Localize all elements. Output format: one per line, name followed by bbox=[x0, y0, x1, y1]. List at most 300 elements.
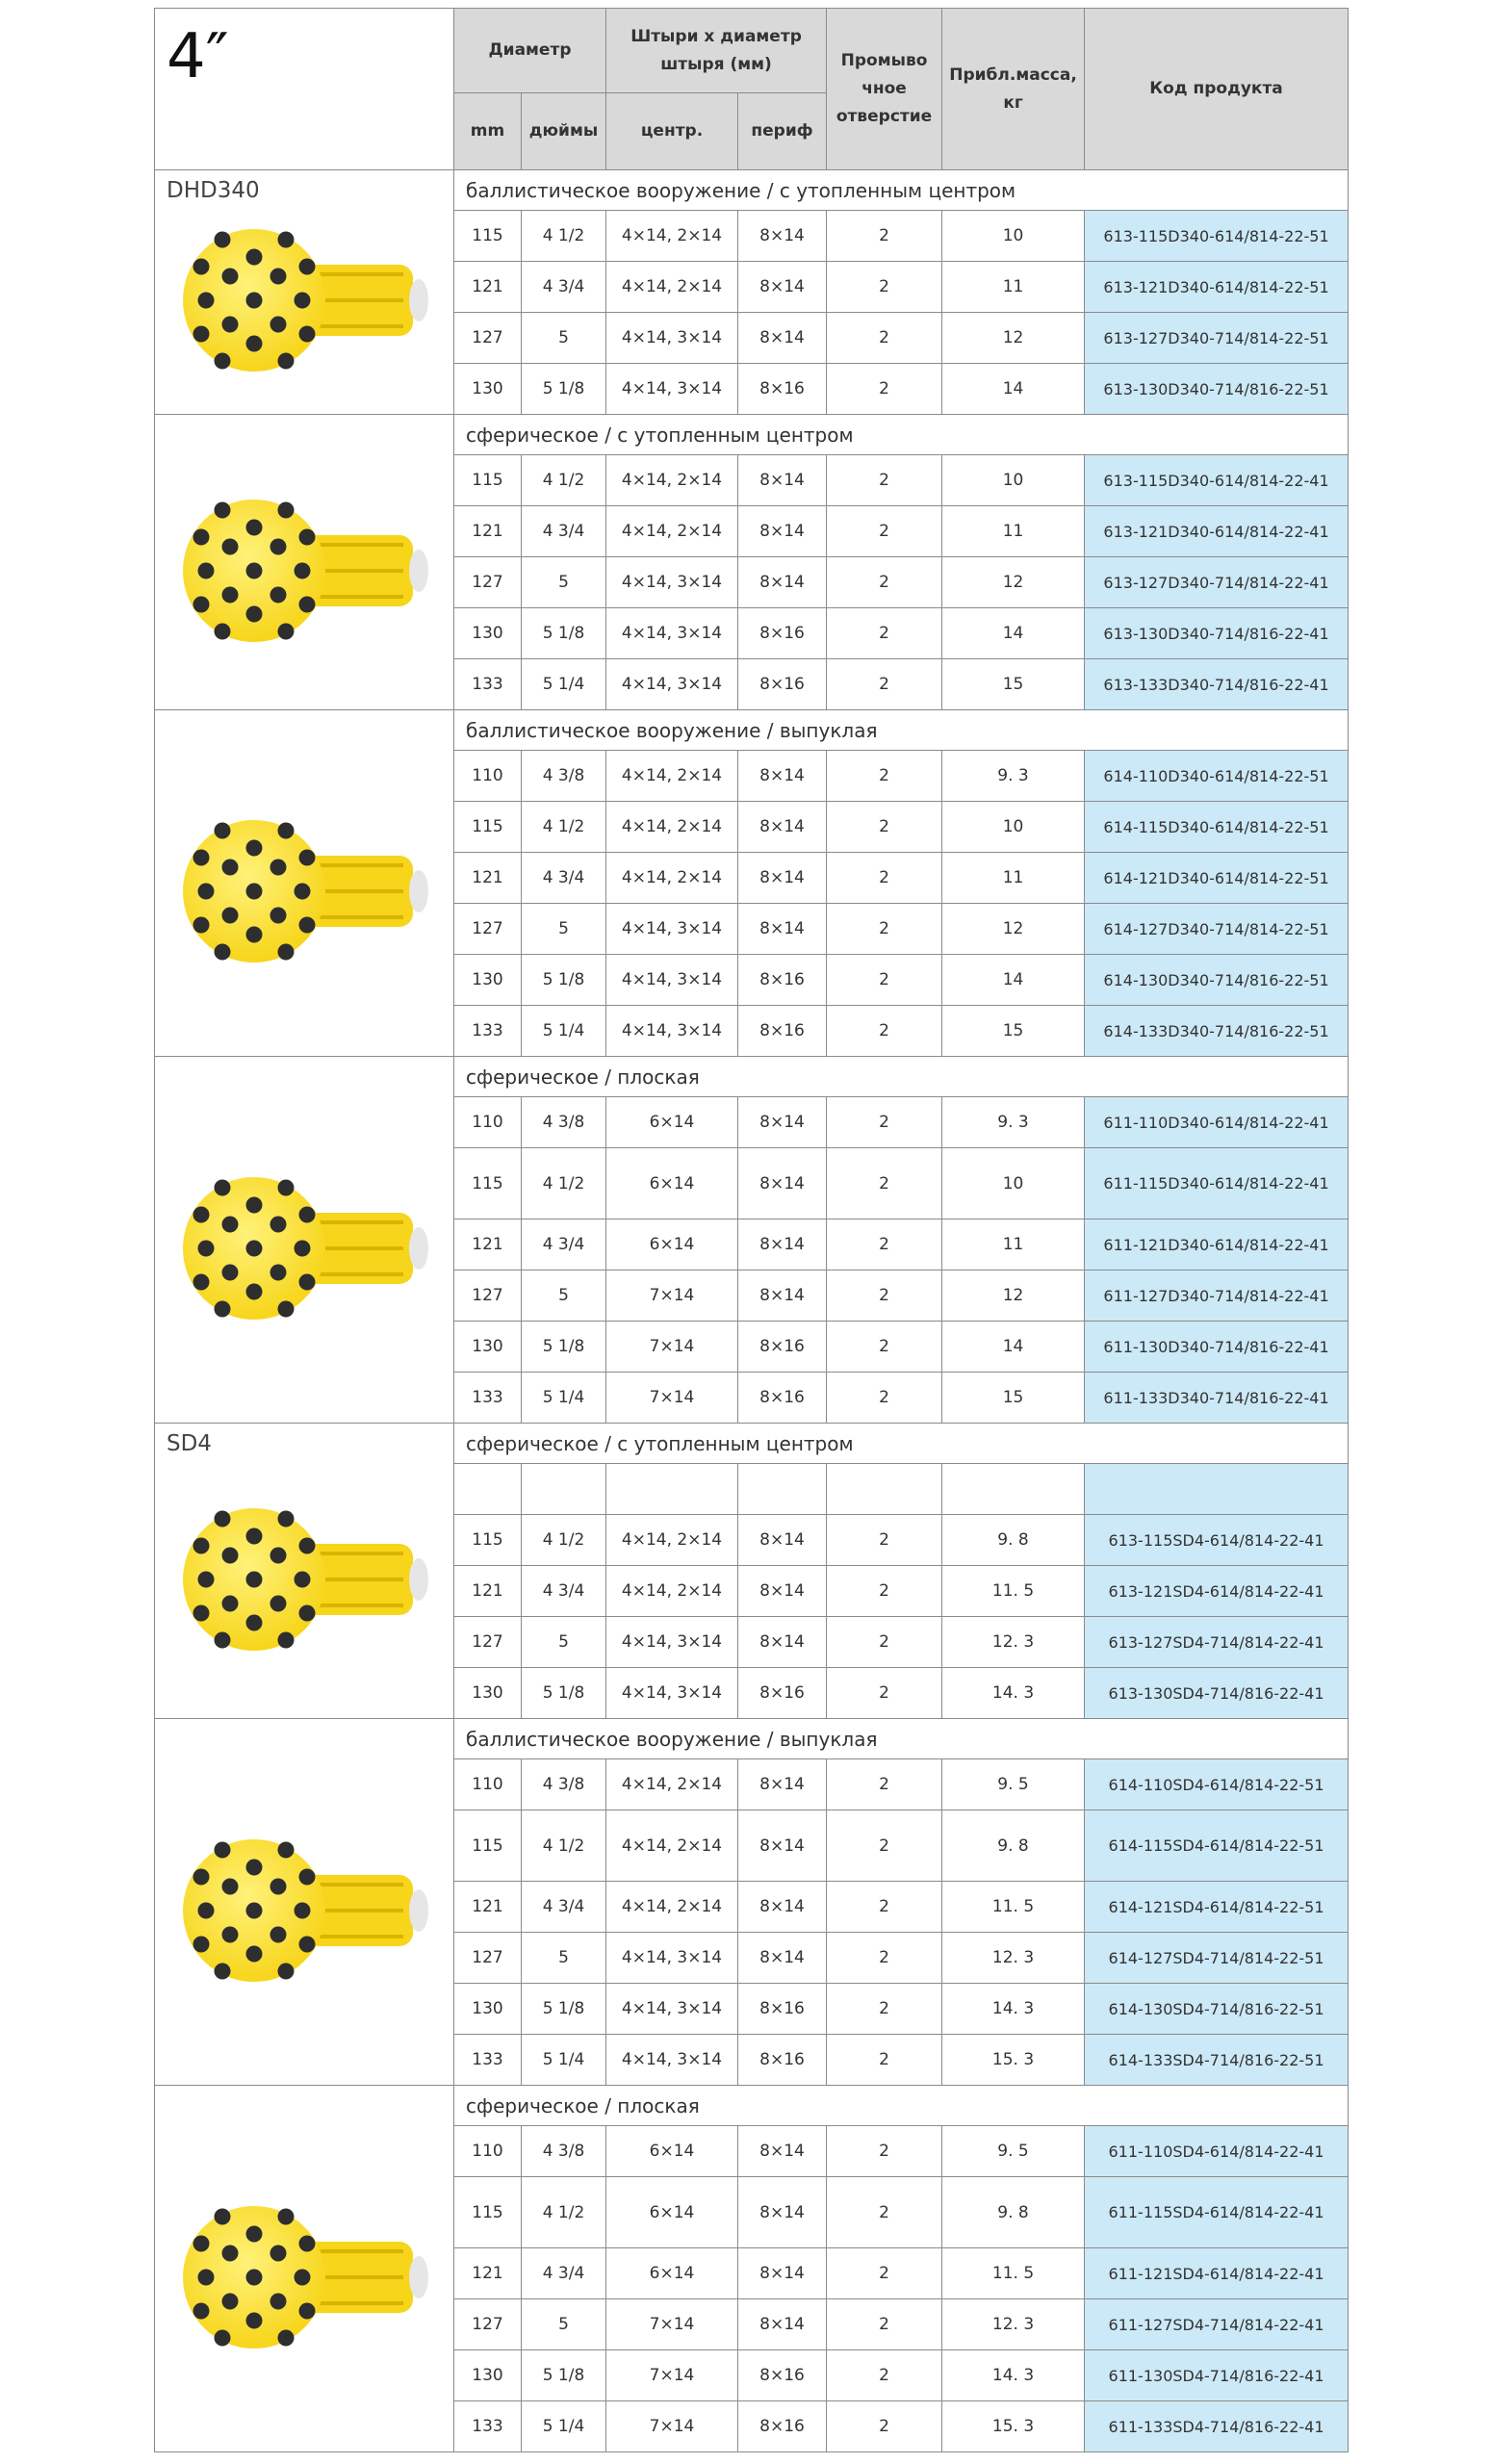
cell-mm: 133 bbox=[454, 2035, 522, 2086]
cell-flush: 2 bbox=[827, 608, 942, 659]
product-code: 614-110D340-614/814-22-51 bbox=[1085, 751, 1349, 802]
product-code: 613-121D340-614/814-22-41 bbox=[1085, 506, 1349, 557]
cell-center: 7×14 bbox=[606, 2401, 738, 2452]
cell-inch: 4 3/8 bbox=[522, 1759, 606, 1810]
cell-perimeter: 8×14 bbox=[738, 1148, 827, 1219]
cell-mass: 15 bbox=[942, 659, 1085, 710]
cell-mm: 130 bbox=[454, 608, 522, 659]
product-code: 611-133D340-714/816-22-41 bbox=[1085, 1373, 1349, 1424]
cell-perimeter: 8×16 bbox=[738, 2350, 827, 2401]
cell-perimeter: 8×16 bbox=[738, 2401, 827, 2452]
cell-mm: 127 bbox=[454, 2299, 522, 2350]
cell-inch: 5 1/8 bbox=[522, 955, 606, 1006]
model-cell bbox=[155, 1719, 454, 2086]
product-code: 613-133D340-714/816-22-41 bbox=[1085, 659, 1349, 710]
cell-center: 7×14 bbox=[606, 1322, 738, 1373]
cell-center: 4×14, 3×14 bbox=[606, 1668, 738, 1719]
cell-inch: 4 1/2 bbox=[522, 1810, 606, 1882]
model-cell bbox=[155, 170, 454, 415]
button-bit-icon bbox=[163, 489, 442, 653]
cell-mm: 133 bbox=[454, 1006, 522, 1057]
cell-mass: 15. 3 bbox=[942, 2035, 1085, 2086]
cell-mass: 11 bbox=[942, 506, 1085, 557]
cell-flush: 2 bbox=[827, 904, 942, 955]
cell-perimeter: 8×16 bbox=[738, 1373, 827, 1424]
cell-mm: 110 bbox=[454, 1097, 522, 1148]
group-subtitle: сферическое / плоская bbox=[454, 1057, 1349, 1097]
cell-flush: 2 bbox=[827, 1270, 942, 1322]
header-mass: Прибл.масса, кг bbox=[942, 9, 1085, 170]
cell-mm: 110 bbox=[454, 1759, 522, 1810]
group-subtitle-row bbox=[155, 170, 1349, 211]
cell-mass: 9. 5 bbox=[942, 2126, 1085, 2177]
cell-inch: 4 3/8 bbox=[522, 1097, 606, 1148]
cell-mm: 127 bbox=[454, 1617, 522, 1668]
cell-center: 7×14 bbox=[606, 2299, 738, 2350]
product-code: 614-121SD4-614/814-22-51 bbox=[1085, 1882, 1349, 1933]
cell-perimeter: 8×14 bbox=[738, 1097, 827, 1148]
product-code: 613-115SD4-614/814-22-41 bbox=[1085, 1515, 1349, 1566]
cell-mm: 127 bbox=[454, 1270, 522, 1322]
cell-mm: 115 bbox=[454, 1148, 522, 1219]
product-code: 611-133SD4-714/816-22-41 bbox=[1085, 2401, 1349, 2452]
product-code: 611-110D340-614/814-22-41 bbox=[1085, 1097, 1349, 1148]
cell-flush: 2 bbox=[827, 2401, 942, 2452]
cell-perimeter: 8×16 bbox=[738, 1322, 827, 1373]
cell-mass: 10 bbox=[942, 1148, 1085, 1219]
product-code: 614-127SD4-714/814-22-51 bbox=[1085, 1933, 1349, 1984]
group-subtitle-row bbox=[155, 1057, 1349, 1097]
cell-mm: 121 bbox=[454, 506, 522, 557]
cell-mm: 133 bbox=[454, 2401, 522, 2452]
cell-mass: 14 bbox=[942, 1322, 1085, 1373]
cell-mm: 115 bbox=[454, 1810, 522, 1882]
cell-mm: 121 bbox=[454, 2248, 522, 2299]
cell-mm: 121 bbox=[454, 853, 522, 904]
cell-mass: 9. 3 bbox=[942, 751, 1085, 802]
cell-center: 4×14, 2×14 bbox=[606, 211, 738, 262]
cell-mm: 115 bbox=[454, 455, 522, 506]
cell-center: 4×14, 2×14 bbox=[606, 1759, 738, 1810]
cell-perimeter: 8×14 bbox=[738, 262, 827, 313]
header-buttons: Штыри х диаметр штыря (мм) bbox=[606, 9, 827, 93]
cell-mm: 115 bbox=[454, 802, 522, 853]
cell-mass: 11. 5 bbox=[942, 1882, 1085, 1933]
product-code: 613-115D340-614/814-22-51 bbox=[1085, 211, 1349, 262]
cell-center: 4×14, 3×14 bbox=[606, 1984, 738, 2035]
cell-center: 4×14, 2×14 bbox=[606, 1882, 738, 1933]
cell-center: 4×14, 3×14 bbox=[606, 659, 738, 710]
cell-flush: 2 bbox=[827, 506, 942, 557]
cell-center: 6×14 bbox=[606, 1219, 738, 1270]
cell-mass: 12 bbox=[942, 557, 1085, 608]
cell-flush: 2 bbox=[827, 2126, 942, 2177]
cell-flush: 2 bbox=[827, 1933, 942, 1984]
cell-inch: 4 3/4 bbox=[522, 1882, 606, 1933]
cell-perimeter: 8×14 bbox=[738, 904, 827, 955]
group-subtitle: баллистическое вооружение / выпуклая bbox=[454, 1719, 1349, 1759]
cell-perimeter: 8×14 bbox=[738, 2177, 827, 2248]
cell-mass: 10 bbox=[942, 802, 1085, 853]
table-body bbox=[155, 170, 1349, 2452]
cell-perimeter: 8×14 bbox=[738, 455, 827, 506]
product-code: 614-133D340-714/816-22-51 bbox=[1085, 1006, 1349, 1057]
cell-perimeter bbox=[738, 1464, 827, 1515]
cell-perimeter: 8×14 bbox=[738, 802, 827, 853]
cell-inch bbox=[522, 1464, 606, 1515]
cell-inch: 4 3/4 bbox=[522, 853, 606, 904]
cell-center bbox=[606, 1464, 738, 1515]
cell-mass: 15 bbox=[942, 1006, 1085, 1057]
cell-flush: 2 bbox=[827, 853, 942, 904]
product-code: 614-127D340-714/814-22-51 bbox=[1085, 904, 1349, 955]
product-code: 614-115SD4-614/814-22-51 bbox=[1085, 1810, 1349, 1882]
cell-mm: 121 bbox=[454, 1882, 522, 1933]
cell-center: 4×14, 3×14 bbox=[606, 313, 738, 364]
product-code: 613-130SD4-714/816-22-41 bbox=[1085, 1668, 1349, 1719]
group-subtitle-row bbox=[155, 415, 1349, 455]
cell-mm: 130 bbox=[454, 1668, 522, 1719]
cell-perimeter: 8×16 bbox=[738, 364, 827, 415]
cell-mass: 11 bbox=[942, 853, 1085, 904]
cell-inch: 4 1/2 bbox=[522, 802, 606, 853]
button-bit-icon bbox=[163, 2195, 442, 2359]
cell-mass: 11. 5 bbox=[942, 1566, 1085, 1617]
cell-mass: 12. 3 bbox=[942, 1933, 1085, 1984]
cell-center: 4×14, 3×14 bbox=[606, 1933, 738, 1984]
cell-mm: 115 bbox=[454, 2177, 522, 2248]
cell-flush: 2 bbox=[827, 659, 942, 710]
cell-mass: 12 bbox=[942, 313, 1085, 364]
model-name: DHD340 bbox=[167, 178, 260, 203]
cell-mm: 110 bbox=[454, 751, 522, 802]
header-mm: mm bbox=[454, 93, 522, 170]
cell-flush: 2 bbox=[827, 1097, 942, 1148]
product-code: 613-127D340-714/814-22-51 bbox=[1085, 313, 1349, 364]
cell-inch: 5 bbox=[522, 1617, 606, 1668]
cell-perimeter: 8×14 bbox=[738, 1617, 827, 1668]
cell-inch: 4 3/4 bbox=[522, 1566, 606, 1617]
cell-mm: 127 bbox=[454, 1933, 522, 1984]
size-label: 4″ bbox=[155, 9, 454, 170]
model-name: SD4 bbox=[167, 1431, 212, 1456]
cell-center: 7×14 bbox=[606, 1270, 738, 1322]
cell-perimeter: 8×14 bbox=[738, 313, 827, 364]
group-subtitle: сферическое / плоская bbox=[454, 2086, 1349, 2126]
cell-mass: 14. 3 bbox=[942, 1984, 1085, 2035]
cell-inch: 5 1/4 bbox=[522, 1373, 606, 1424]
cell-flush: 2 bbox=[827, 1322, 942, 1373]
cell-center: 4×14, 2×14 bbox=[606, 455, 738, 506]
cell-perimeter: 8×14 bbox=[738, 1270, 827, 1322]
cell-flush: 2 bbox=[827, 1373, 942, 1424]
cell-mass: 14 bbox=[942, 955, 1085, 1006]
cell-flush: 2 bbox=[827, 1759, 942, 1810]
cell-perimeter: 8×14 bbox=[738, 1515, 827, 1566]
cell-inch: 5 1/8 bbox=[522, 364, 606, 415]
cell-center: 4×14, 2×14 bbox=[606, 506, 738, 557]
cell-center: 4×14, 3×14 bbox=[606, 1006, 738, 1057]
cell-mass: 12 bbox=[942, 904, 1085, 955]
cell-center: 4×14, 2×14 bbox=[606, 853, 738, 904]
cell-center: 6×14 bbox=[606, 1097, 738, 1148]
cell-mm: 130 bbox=[454, 1322, 522, 1373]
cell-mass: 9. 5 bbox=[942, 1759, 1085, 1810]
cell-perimeter: 8×14 bbox=[738, 2299, 827, 2350]
cell-perimeter: 8×16 bbox=[738, 1006, 827, 1057]
cell-mm: 130 bbox=[454, 955, 522, 1006]
cell-mm: 133 bbox=[454, 1373, 522, 1424]
cell-perimeter: 8×14 bbox=[738, 1759, 827, 1810]
cell-perimeter: 8×16 bbox=[738, 608, 827, 659]
header-inch: дюймы bbox=[522, 93, 606, 170]
cell-flush: 2 bbox=[827, 1006, 942, 1057]
cell-flush: 2 bbox=[827, 1219, 942, 1270]
group-subtitle: баллистическое вооружение / выпуклая bbox=[454, 710, 1349, 751]
cell-mass: 10 bbox=[942, 455, 1085, 506]
cell-inch: 4 3/8 bbox=[522, 2126, 606, 2177]
cell-perimeter: 8×14 bbox=[738, 1933, 827, 1984]
cell-flush: 2 bbox=[827, 211, 942, 262]
cell-perimeter: 8×14 bbox=[738, 557, 827, 608]
cell-flush: 2 bbox=[827, 2299, 942, 2350]
cell-center: 4×14, 3×14 bbox=[606, 904, 738, 955]
cell-center: 4×14, 3×14 bbox=[606, 2035, 738, 2086]
cell-inch: 5 bbox=[522, 904, 606, 955]
cell-mass: 15. 3 bbox=[942, 2401, 1085, 2452]
cell-mm: 115 bbox=[454, 211, 522, 262]
product-code: 613-130D340-714/816-22-51 bbox=[1085, 364, 1349, 415]
product-code: 611-115D340-614/814-22-41 bbox=[1085, 1148, 1349, 1219]
cell-flush bbox=[827, 1464, 942, 1515]
cell-flush: 2 bbox=[827, 313, 942, 364]
product-code: 614-121D340-614/814-22-51 bbox=[1085, 853, 1349, 904]
cell-mm: 130 bbox=[454, 364, 522, 415]
cell-flush: 2 bbox=[827, 1882, 942, 1933]
cell-flush: 2 bbox=[827, 2350, 942, 2401]
cell-center: 7×14 bbox=[606, 2350, 738, 2401]
cell-mm: 110 bbox=[454, 2126, 522, 2177]
cell-mass: 14 bbox=[942, 364, 1085, 415]
cell-flush: 2 bbox=[827, 1810, 942, 1882]
cell-center: 4×14, 2×14 bbox=[606, 1515, 738, 1566]
cell-mass: 9. 8 bbox=[942, 1810, 1085, 1882]
cell-center: 6×14 bbox=[606, 2248, 738, 2299]
cell-mass: 11. 5 bbox=[942, 2248, 1085, 2299]
cell-flush: 2 bbox=[827, 455, 942, 506]
cell-mass: 15 bbox=[942, 1373, 1085, 1424]
cell-inch: 5 1/8 bbox=[522, 2350, 606, 2401]
cell-flush: 2 bbox=[827, 955, 942, 1006]
cell-center: 6×14 bbox=[606, 2126, 738, 2177]
cell-mass: 12. 3 bbox=[942, 1617, 1085, 1668]
cell-mass: 12 bbox=[942, 1270, 1085, 1322]
cell-mass: 9. 8 bbox=[942, 2177, 1085, 2248]
cell-inch: 4 3/4 bbox=[522, 262, 606, 313]
group-subtitle: сферическое / с утопленным центром bbox=[454, 1424, 1349, 1464]
cell-perimeter: 8×14 bbox=[738, 1566, 827, 1617]
cell-flush: 2 bbox=[827, 364, 942, 415]
model-cell bbox=[155, 1424, 454, 1719]
cell-mm: 130 bbox=[454, 1984, 522, 2035]
cell-inch: 5 1/4 bbox=[522, 1006, 606, 1057]
cell-mass: 12. 3 bbox=[942, 2299, 1085, 2350]
cell-perimeter: 8×14 bbox=[738, 211, 827, 262]
cell-perimeter: 8×16 bbox=[738, 2035, 827, 2086]
cell-inch: 5 1/8 bbox=[522, 1668, 606, 1719]
cell-mass: 9. 8 bbox=[942, 1515, 1085, 1566]
cell-flush: 2 bbox=[827, 1668, 942, 1719]
button-bit-icon bbox=[163, 218, 442, 382]
header-flush: Промыво чное отверстие bbox=[827, 9, 942, 170]
product-code: 613-127D340-714/814-22-41 bbox=[1085, 557, 1349, 608]
cell-flush: 2 bbox=[827, 751, 942, 802]
cell-mm: 133 bbox=[454, 659, 522, 710]
button-bit-icon bbox=[163, 1167, 442, 1330]
product-code: 614-133SD4-714/816-22-51 bbox=[1085, 2035, 1349, 2086]
cell-mass: 14. 3 bbox=[942, 2350, 1085, 2401]
cell-center: 4×14, 3×14 bbox=[606, 955, 738, 1006]
cell-inch: 5 bbox=[522, 1933, 606, 1984]
product-code: 611-121D340-614/814-22-41 bbox=[1085, 1219, 1349, 1270]
cell-mm: 121 bbox=[454, 1566, 522, 1617]
cell-flush: 2 bbox=[827, 802, 942, 853]
product-code: 613-121SD4-614/814-22-41 bbox=[1085, 1566, 1349, 1617]
group-subtitle: баллистическое вооружение / с утопленным центром bbox=[454, 170, 1349, 211]
cell-flush: 2 bbox=[827, 262, 942, 313]
cell-center: 7×14 bbox=[606, 1373, 738, 1424]
product-code bbox=[1085, 1464, 1349, 1515]
product-code: 613-130D340-714/816-22-41 bbox=[1085, 608, 1349, 659]
cell-perimeter: 8×14 bbox=[738, 1810, 827, 1882]
cell-inch: 5 bbox=[522, 313, 606, 364]
product-code: 614-130D340-714/816-22-51 bbox=[1085, 955, 1349, 1006]
cell-mass: 11 bbox=[942, 1219, 1085, 1270]
cell-mm: 115 bbox=[454, 1515, 522, 1566]
cell-mm: 127 bbox=[454, 557, 522, 608]
cell-perimeter: 8×14 bbox=[738, 506, 827, 557]
group-subtitle-row bbox=[155, 710, 1349, 751]
cell-inch: 5 bbox=[522, 2299, 606, 2350]
spec-sheet bbox=[154, 8, 1348, 2460]
cell-mass: 11 bbox=[942, 262, 1085, 313]
cell-mass: 9. 3 bbox=[942, 1097, 1085, 1148]
group-subtitle-row bbox=[155, 2086, 1349, 2126]
product-code: 611-121SD4-614/814-22-41 bbox=[1085, 2248, 1349, 2299]
cell-flush: 2 bbox=[827, 1515, 942, 1566]
cell-flush: 2 bbox=[827, 1984, 942, 2035]
cell-mass: 10 bbox=[942, 211, 1085, 262]
cell-inch: 4 3/4 bbox=[522, 1219, 606, 1270]
cell-perimeter: 8×14 bbox=[738, 853, 827, 904]
product-code: 614-130SD4-714/816-22-51 bbox=[1085, 1984, 1349, 2035]
cell-center: 4×14, 2×14 bbox=[606, 751, 738, 802]
button-bit-icon bbox=[163, 1498, 442, 1661]
cell-flush: 2 bbox=[827, 2035, 942, 2086]
product-code: 614-110SD4-614/814-22-51 bbox=[1085, 1759, 1349, 1810]
cell-perimeter: 8×14 bbox=[738, 1219, 827, 1270]
cell-center: 6×14 bbox=[606, 1148, 738, 1219]
table-header bbox=[155, 9, 1349, 170]
button-bit-icon bbox=[163, 1829, 442, 1992]
header-center: центр. bbox=[606, 93, 738, 170]
group-subtitle-row bbox=[155, 1424, 1349, 1464]
product-code: 613-127SD4-714/814-22-41 bbox=[1085, 1617, 1349, 1668]
product-code: 614-115D340-614/814-22-51 bbox=[1085, 802, 1349, 853]
cell-flush: 2 bbox=[827, 2248, 942, 2299]
product-code: 611-130SD4-714/816-22-41 bbox=[1085, 2350, 1349, 2401]
cell-mass bbox=[942, 1464, 1085, 1515]
model-cell bbox=[155, 1057, 454, 1424]
cell-flush: 2 bbox=[827, 1148, 942, 1219]
cell-center: 4×14, 2×14 bbox=[606, 262, 738, 313]
cell-inch: 4 1/2 bbox=[522, 455, 606, 506]
cell-inch: 5 1/8 bbox=[522, 608, 606, 659]
cell-perimeter: 8×14 bbox=[738, 2126, 827, 2177]
cell-inch: 4 3/4 bbox=[522, 2248, 606, 2299]
product-code: 611-110SD4-614/814-22-41 bbox=[1085, 2126, 1349, 2177]
cell-inch: 4 1/2 bbox=[522, 2177, 606, 2248]
model-cell bbox=[155, 2086, 454, 2452]
cell-inch: 4 1/2 bbox=[522, 211, 606, 262]
cell-flush: 2 bbox=[827, 2177, 942, 2248]
cell-center: 4×14, 3×14 bbox=[606, 1617, 738, 1668]
product-code: 613-121D340-614/814-22-51 bbox=[1085, 262, 1349, 313]
model-cell bbox=[155, 415, 454, 710]
cell-inch: 5 bbox=[522, 557, 606, 608]
cell-inch: 5 1/4 bbox=[522, 659, 606, 710]
header-diameter: Диаметр bbox=[454, 9, 606, 93]
product-code: 611-127SD4-714/814-22-41 bbox=[1085, 2299, 1349, 2350]
cell-center: 4×14, 3×14 bbox=[606, 608, 738, 659]
cell-perimeter: 8×16 bbox=[738, 955, 827, 1006]
model-cell bbox=[155, 710, 454, 1057]
header-code: Код продукта bbox=[1085, 9, 1349, 170]
cell-inch: 4 3/8 bbox=[522, 751, 606, 802]
product-code: 611-130D340-714/816-22-41 bbox=[1085, 1322, 1349, 1373]
cell-mass: 14. 3 bbox=[942, 1668, 1085, 1719]
cell-center: 6×14 bbox=[606, 2177, 738, 2248]
cell-mm: 121 bbox=[454, 1219, 522, 1270]
cell-flush: 2 bbox=[827, 1566, 942, 1617]
cell-inch: 4 1/2 bbox=[522, 1515, 606, 1566]
cell-flush: 2 bbox=[827, 557, 942, 608]
cell-inch: 5 1/4 bbox=[522, 2401, 606, 2452]
product-code: 611-115SD4-614/814-22-41 bbox=[1085, 2177, 1349, 2248]
cell-perimeter: 8×14 bbox=[738, 2248, 827, 2299]
cell-mass: 14 bbox=[942, 608, 1085, 659]
cell-mm bbox=[454, 1464, 522, 1515]
spec-table bbox=[154, 8, 1349, 2452]
cell-perimeter: 8×16 bbox=[738, 659, 827, 710]
cell-inch: 5 1/8 bbox=[522, 1984, 606, 2035]
cell-inch: 4 3/4 bbox=[522, 506, 606, 557]
cell-perimeter: 8×14 bbox=[738, 1882, 827, 1933]
group-subtitle: сферическое / с утопленным центром bbox=[454, 415, 1349, 455]
product-code: 613-115D340-614/814-22-41 bbox=[1085, 455, 1349, 506]
cell-mm: 121 bbox=[454, 262, 522, 313]
cell-center: 4×14, 3×14 bbox=[606, 557, 738, 608]
cell-center: 4×14, 3×14 bbox=[606, 364, 738, 415]
header-perimeter: периф bbox=[738, 93, 827, 170]
cell-center: 4×14, 2×14 bbox=[606, 802, 738, 853]
cell-inch: 4 1/2 bbox=[522, 1148, 606, 1219]
group-subtitle-row bbox=[155, 1719, 1349, 1759]
cell-center: 4×14, 2×14 bbox=[606, 1810, 738, 1882]
cell-mm: 130 bbox=[454, 2350, 522, 2401]
cell-inch: 5 1/4 bbox=[522, 2035, 606, 2086]
cell-center: 4×14, 2×14 bbox=[606, 1566, 738, 1617]
